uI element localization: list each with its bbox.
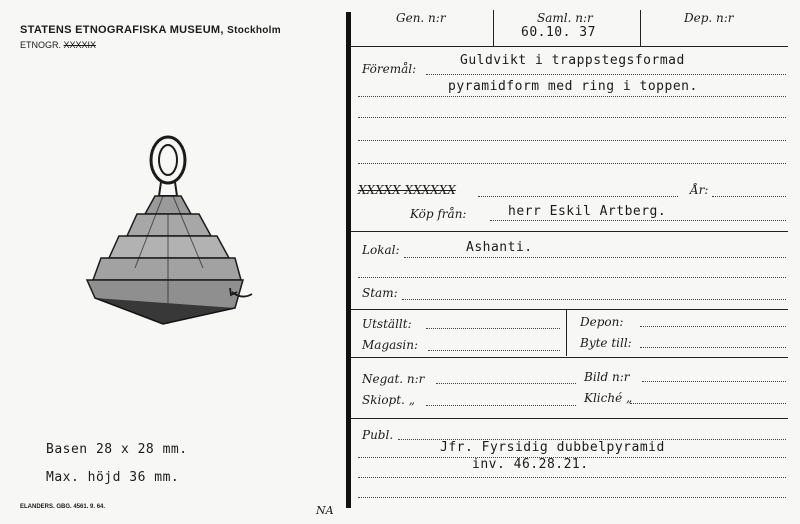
initials: NA: [316, 504, 334, 517]
etnogr-label: ETNOGR. XXXXIX: [20, 40, 97, 50]
publ-label: Publ.: [362, 428, 394, 442]
foremal-line-2: pyramidform med ring i toppen.: [448, 79, 698, 94]
stam-label: Stam:: [362, 286, 398, 300]
museum-name: STATENS ETNOGRAFISKA MUSEUM, Stockholm: [20, 24, 281, 36]
printer-mark: ELANDERS. GBG. 4561. 9. 64.: [20, 504, 106, 510]
skiopt-label: Skiopt. „: [362, 393, 415, 407]
negat-nr-label: Negat. n:r: [362, 372, 425, 386]
lokal-value: Ashanti.: [466, 240, 533, 255]
utstallt-label: Utställt:: [362, 317, 412, 331]
lokal-label: Lokal:: [362, 243, 400, 257]
struck-label: XXXXX XXXXXX: [358, 183, 456, 197]
publ-line-1: Jfr. Fyrsidig dubbelpyramid: [440, 440, 665, 455]
byte-till-label: Byte till:: [580, 336, 632, 350]
dep-nr-label: Dep. n:r: [684, 11, 734, 25]
kop-fran-value: herr Eskil Artberg.: [508, 204, 667, 219]
gen-nr-label: Gen. n:r: [396, 11, 446, 25]
saml-nr-value: 60.10. 37: [521, 25, 596, 40]
bild-nr-label: Bild n:r: [584, 370, 630, 384]
foremal-line-1: Guldvikt i trappstegsformad: [460, 53, 685, 68]
depon-label: Depon:: [580, 315, 624, 329]
kliche-label: Kliché „: [584, 391, 633, 405]
max-height: Max. höjd 36 mm.: [46, 470, 180, 485]
magasin-label: Magasin:: [362, 338, 419, 352]
foremal-label: Föremål:: [362, 62, 417, 76]
saml-nr-label: Saml. n:r: [537, 11, 593, 25]
base-dimension: Basen 28 x 28 mm.: [46, 442, 188, 457]
pyramid-weight-drawing: [75, 128, 265, 338]
ar-label: År:: [690, 183, 709, 197]
curved-arrow-icon: [226, 280, 256, 304]
kop-fran-label: Köp från:: [410, 207, 467, 221]
publ-line-2: inv. 46.28.21.: [472, 457, 589, 472]
card-spine: [346, 12, 351, 508]
